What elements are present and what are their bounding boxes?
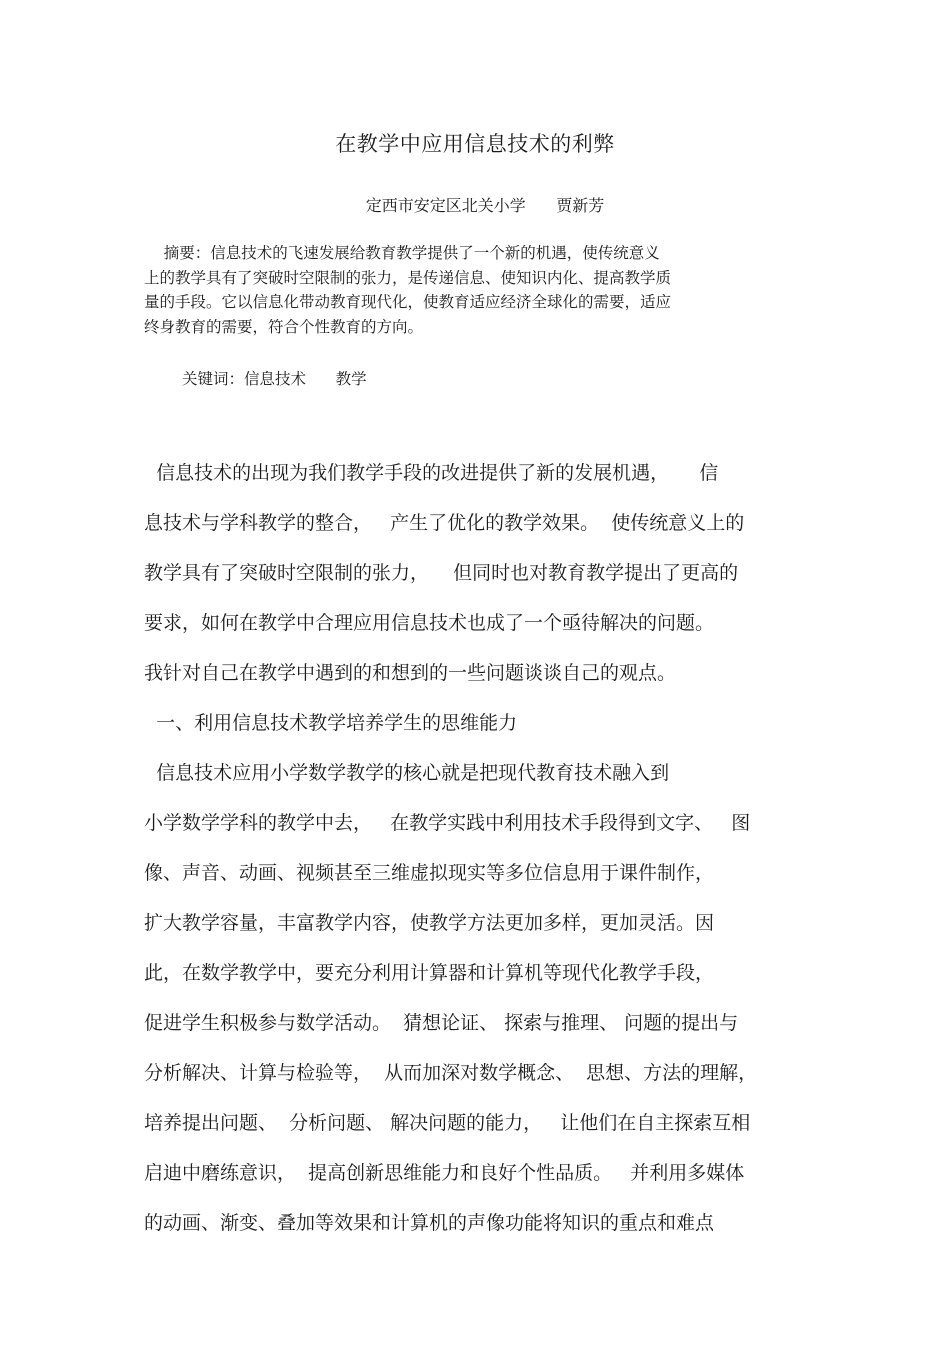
body-line: 分析解决、计算与检验等， 从而加深对数学概念、 思想、方法的理解， [144,1062,758,1084]
body-line: 培养提出问题、 分析问题、 解决问题的能力， 让他们在自主探索互相 [144,1112,751,1134]
body-line: 我针对自己在教学中遇到的和想到的一些问题谈谈自己的观点。 [144,662,677,684]
abstract-line: 终身教育的需要，符合个性教育的方向。 [144,317,424,336]
body-line: 教学具有了突破时空限制的张力， 但同时也对教育教学提出了更高的 [144,562,739,584]
body-line: 息技术与学科教学的整合， 产生了优化的教学效果。 使传统意义上的 [144,512,745,534]
body-line: 像、声音、动画、视频甚至三维虚拟现实等多位信息用于课件制作， [144,862,715,884]
body-line: 信息技术应用小学数学教学的核心就是把现代教育技术融入到 [144,762,670,784]
document-title: 在教学中应用信息技术的利弊 [335,132,615,156]
body-text [144,448,814,1248]
abstract-line: 量的手段。它以信息化带动教育现代化，使教育适应经济全球化的需要，适应 [144,293,672,311]
body-line: 启迪中磨练意识， 提高创新思维能力和良好个性品质。 并利用多媒体 [144,1162,745,1184]
keywords-line: 关键词：信息技术 教学 [182,370,367,388]
body-line: 的动画、渐变、叠加等效果和计算机的声像功能将知识的重点和难点 [144,1212,715,1234]
abstract-line: 上的教学具有了突破时空限制的张力，是传递信息、使知识内化、提高教学质 [144,268,672,287]
author-line: 定西市安定区北关小学 贾新芳 [365,196,605,215]
abstract [144,241,764,339]
body-line: 信息技术的出现为我们教学手段的改进提供了新的发展机遇， 信 [144,462,719,484]
abstract-line: 摘要：信息技术的飞速发展给教育教学提供了一个新的机遇，使传统意义 [144,244,660,262]
body-line: 促进学生积极参与数学活动。 猜想论证、 探索与推理、 问题的提出与 [144,1012,739,1034]
body-line: 扩大教学容量，丰富教学内容，使教学方法更加多样，更加灵活。因 [144,912,715,934]
body-line: 此，在数学教学中，要充分利用计算器和计算机等现代化教学手段， [144,962,715,984]
section-heading: 一、利用信息技术教学培养学生的思维能力 [144,712,518,734]
body-line: 要求，如何在教学中合理应用信息技术也成了一个亟待解决的问题。 [144,612,715,634]
body-line: 小学数学学科的教学中去， 在教学实践中利用技术手段得到文字、 图 [144,812,751,834]
